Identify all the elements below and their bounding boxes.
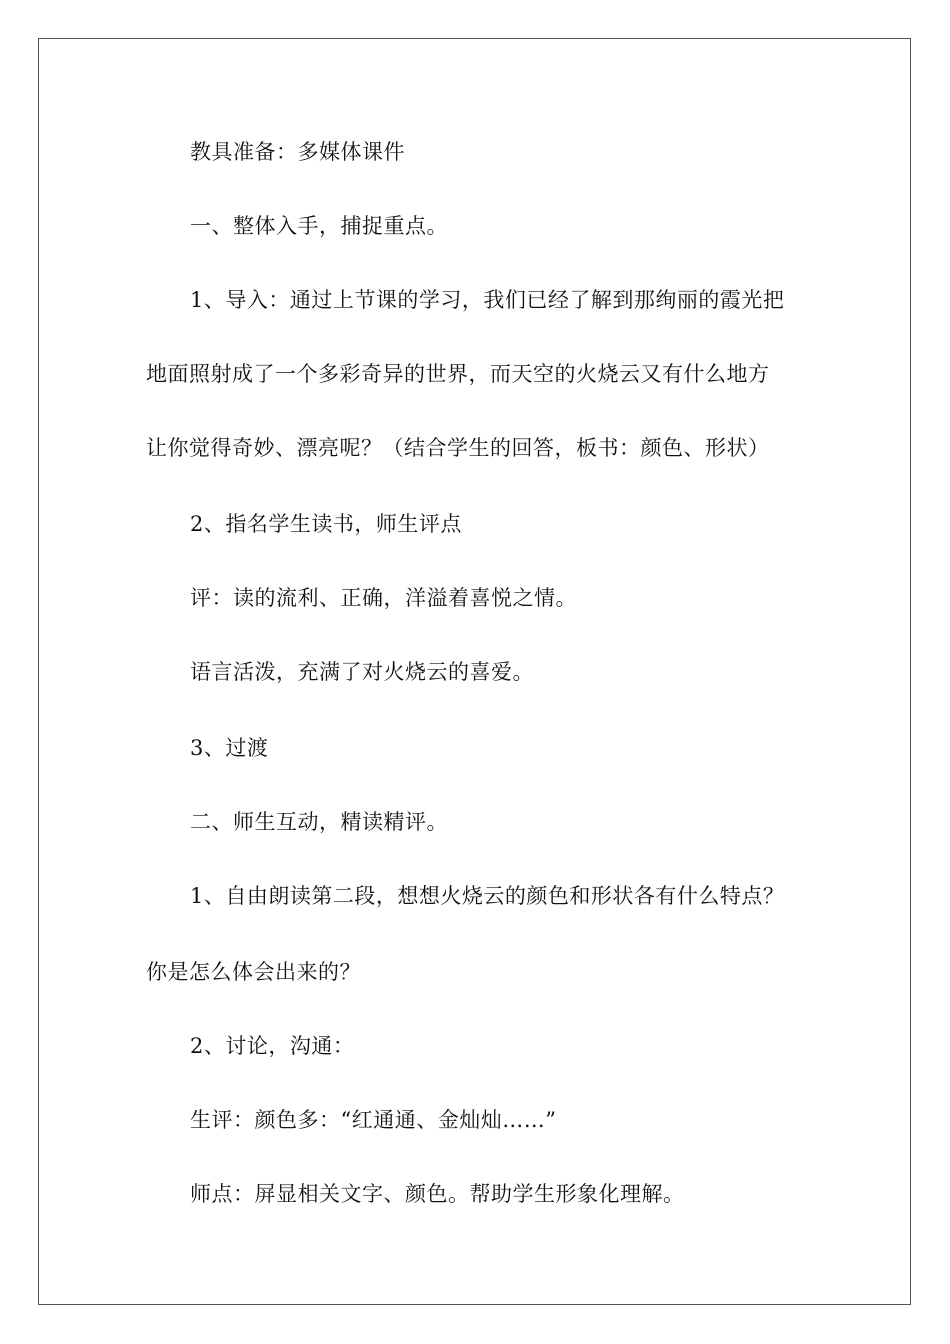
- transition-line: 3、过渡: [190, 736, 269, 760]
- free-reading-line-2: 你是怎么体会出来的？: [146, 960, 361, 984]
- discussion-line: 2、讨论，沟通：: [190, 1034, 355, 1058]
- section-one-heading: 一、整体入手，捕捉重点。: [190, 214, 448, 238]
- reading-step-line: 2、指名学生读书，师生评点: [190, 512, 462, 536]
- section-two-heading: 二、师生互动，精读精评。: [190, 810, 448, 834]
- teaching-aids-line: 教具准备：多媒体课件: [190, 140, 405, 164]
- evaluation-line: 评：读的流利、正确，洋溢着喜悦之情。: [190, 586, 577, 610]
- free-reading-line-1: 1、自由朗读第二段，想想火烧云的颜色和形状各有什么特点？: [190, 884, 785, 908]
- student-comment-line: 生评：颜色多：“红通通、金灿灿……”: [190, 1108, 557, 1132]
- intro-paragraph-line-2: 地面照射成了一个多彩奇异的世界，而天空的火烧云又有什么地方: [146, 362, 770, 386]
- intro-paragraph-line-1: 1、导入：通过上节课的学习，我们已经了解到那绚丽的霞光把: [190, 288, 785, 312]
- language-line: 语言活泼，充满了对火烧云的喜爱。: [190, 660, 534, 684]
- intro-paragraph-line-3: 让你觉得奇妙、漂亮呢？（结合学生的回答，板书：颜色、形状）: [146, 436, 770, 460]
- teacher-note-line: 师点：屏显相关文字、颜色。帮助学生形象化理解。: [190, 1182, 685, 1206]
